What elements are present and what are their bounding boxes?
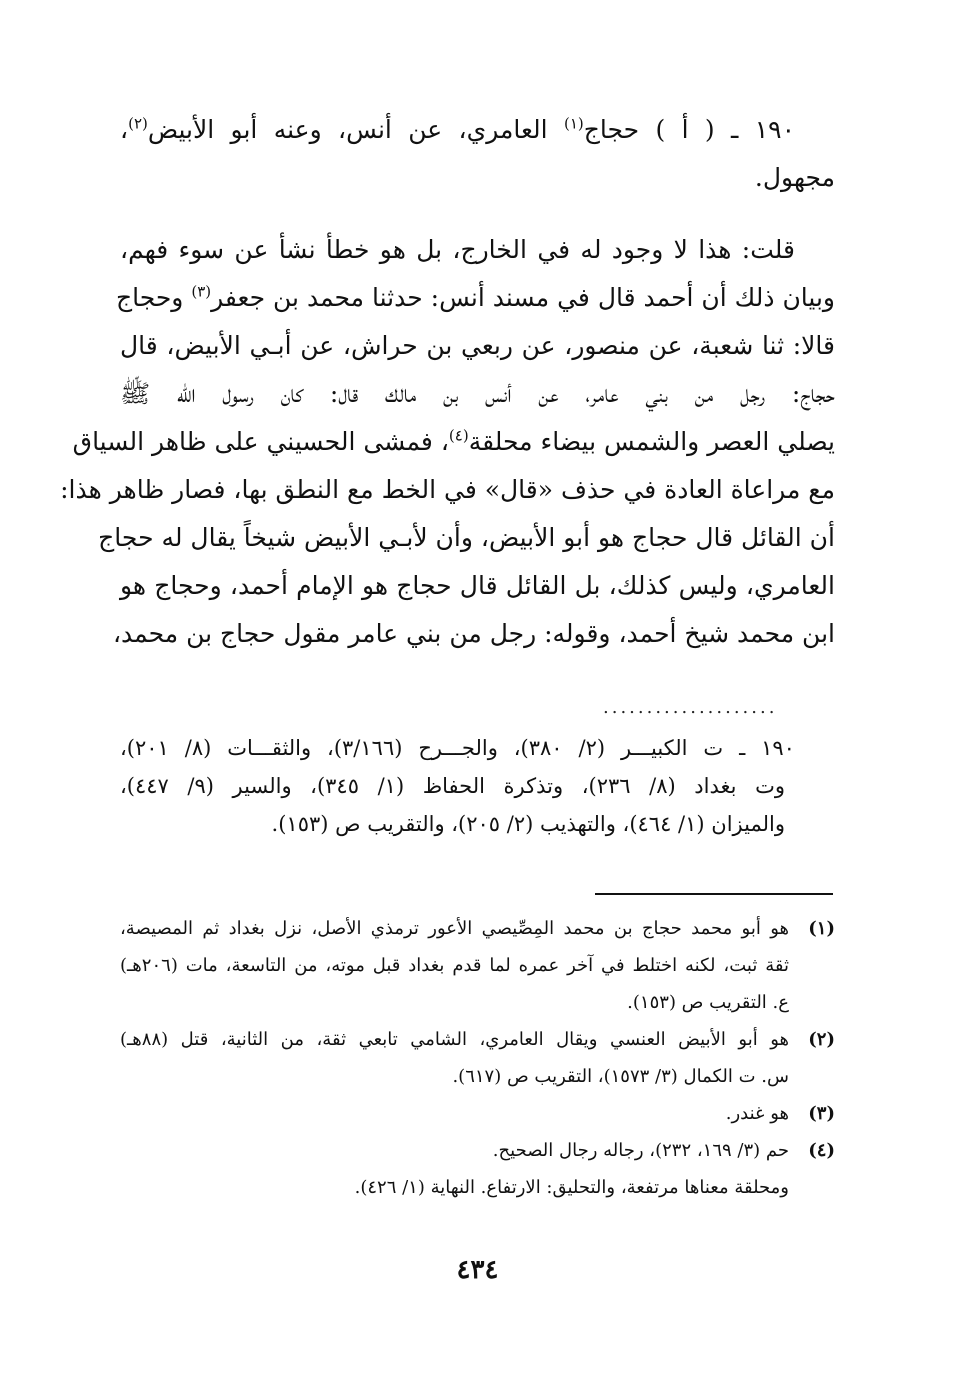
takhrij-line-2: وت بغداد (٨/ ٢٣٦)، وتذكرة الحفاظ (١/ ٣٤٥)، والسير (٩/ ٤٤٧)، <box>120 774 785 798</box>
entry-line1-part1: ١٩٠ ـ ( أ ) حجاج <box>583 115 796 144</box>
footnote-number: (١) <box>808 918 835 939</box>
footnotes <box>120 910 835 1206</box>
body-line-3: قالا: ثنا شعبة، عن منصور، عن ربعي بن حراش، عن أبـي الأبيض، قال <box>120 331 835 360</box>
body-line5-part2: ، فمشى الحسيني على ظاهر السياق <box>72 427 449 456</box>
footnote-line: ع. التقريب ص (١٥٣). <box>627 992 789 1013</box>
footnote-line: هو أبو الأبيض العنسي ويقال العامري، الشامي تابعي ثقة، من الثانية، قتل (٨٨هـ) <box>120 1029 789 1050</box>
body-line-8: العامري، وليس كذلك، بل القائل قال حجاج هو الإمام أحمد، وحجاج هو <box>120 571 835 600</box>
footnote-rule <box>595 893 833 895</box>
body-line-1: قلت: هذا لا وجود له في الخارج، بل هو خطأ نشأ عن سوء فهم، <box>120 235 795 264</box>
entry-line1-part2: العامري، عن أنس، وعنه أبو الأبيض <box>147 115 564 144</box>
footnote-line: ومحلقة معناها مرتفعة، والتحليق: الارتفاع. النهاية (١/ ٤٢٦). <box>354 1177 789 1198</box>
footnote-number: (٤) <box>808 1140 835 1161</box>
footnote-line: هو غندر. <box>725 1103 789 1124</box>
dotted-separator: .................... <box>603 697 778 718</box>
footnote-number: (٣) <box>808 1103 835 1124</box>
main-text <box>60 106 835 658</box>
body-line-4: حجاج: رجل من بني عامر، عن أنس بن مالك قال: كان رسول الله ﷺ <box>120 379 835 408</box>
footnote-number: (٢) <box>808 1029 835 1050</box>
footnote-line: ثقة ثبت، لكنه اختلط في آخر عمره لما قدم بغداد قبل موته، من التاسعة، مات (٢٠٦هـ) <box>120 955 789 976</box>
body-line-7: أن القائل قال حجاج هو أبو الأبيض، وأن لأبـي الأبيض شيخاً يقال له حجاج <box>98 523 835 552</box>
body-line2-part2: وحجاج <box>115 283 192 312</box>
footnote-1 <box>120 910 835 1021</box>
body-line5-part1: يصلي العصر والشمس بيضاء محلقة <box>468 427 835 456</box>
footnote-ref-2: (٢) <box>128 114 148 133</box>
body-line2-part1: وبيان ذلك أن أحمد قال في مسند أنس: حدثنا محمد بن جعفر <box>211 283 835 312</box>
takhrij-line-3: والميزان (١/ ٤٦٤)، والتهذيب (٢/ ٢٠٥)، والتقريب ص (١٥٣). <box>271 812 785 836</box>
takhrij-line-1: ١٩٠ ـ ت الكبيـــر (٢/ ٣٨٠)، والجـــرح (٣/١٦٦)، والثقـــات (٨/ ٢٠١)، <box>120 736 795 760</box>
page-number: ٤٣٤ <box>456 1255 499 1285</box>
entry-heading-line <box>120 106 835 154</box>
entry-line1-part3: ، <box>120 115 129 144</box>
paragraph-gap <box>120 202 835 226</box>
body-line-5 <box>72 418 835 466</box>
footnote-ref-4: (٤) <box>448 426 469 445</box>
footnote-ref-3: (٣) <box>191 282 212 301</box>
footnote-3 <box>120 1095 835 1132</box>
footnote-line: س. ت الكمال (٣/ ١٥٧٣)، التقريب ص (٦١٧). <box>452 1066 789 1087</box>
footnote-2 <box>120 1021 835 1095</box>
footnote-4 <box>120 1132 835 1206</box>
footnote-line: هو أبو محمد حجاج بن محمد المِصِّيصي الأعور ترمذي الأصل، نزل بغداد ثم المصيصة، <box>120 918 789 939</box>
body-line-2 <box>115 274 835 322</box>
footnote-line: حم (٣/ ١٦٩، ٢٣٢)، رجاله رجال الصحيح. <box>492 1140 789 1161</box>
entry-line2: مجهول. <box>754 163 835 192</box>
body-line-6: مع مراعاة العادة في حذف «قال» في الخط مع النطق بها، فصار ظاهر هذا: <box>60 475 835 504</box>
takhrij-block <box>120 729 835 843</box>
footnote-ref-1: (١) <box>563 114 584 133</box>
body-line-9: ابن محمد شيخ أحمد، وقوله: رجل من بني عامر مقول حجاج بن محمد، <box>112 619 835 648</box>
